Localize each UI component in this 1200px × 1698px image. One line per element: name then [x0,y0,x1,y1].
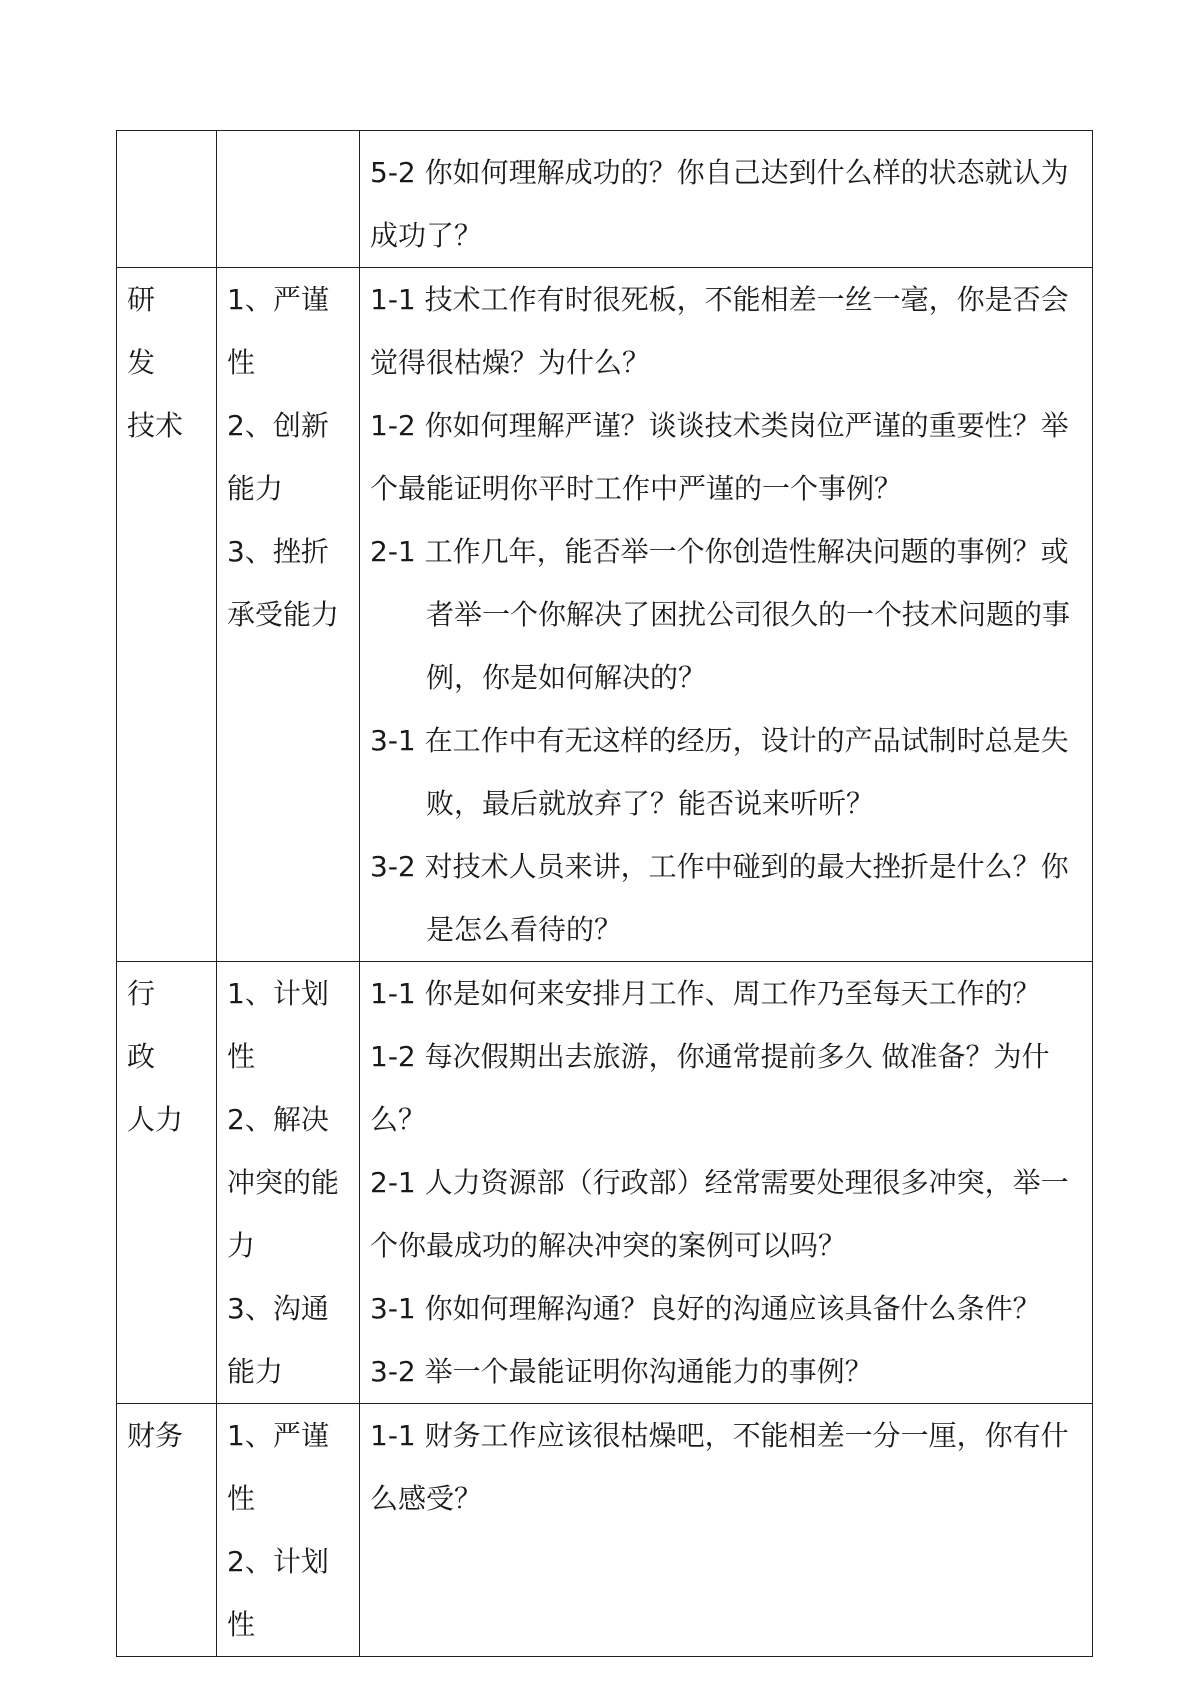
dept-cell [117,1404,217,1657]
dept-cell [117,268,217,962]
question-cell [360,268,1093,962]
dept-label-line: 研 发 [127,283,156,379]
interview-question-table [116,130,1093,1657]
trait-cell [217,268,360,962]
question-item: 2-1 工作几年，能否举一个你创造性解决问题的事例？或者举一个你解决了困扰公司很久的一个技术问题的事例，你是如何解决的？ [370,535,1071,694]
table-row [117,131,1093,268]
trait-item: 3、挫折承受能力 [227,535,340,631]
question-item: 3-1 在工作中有无这样的经历，设计的产品试制时总是失败，最后就放弃了？能否说来听听？ [370,724,1069,820]
question-cell [360,131,1093,268]
table-row [117,1404,1093,1657]
question-cell [360,1404,1093,1657]
question-item: 5-2 你如何理解成功的？你自己达到什么样的状态就认为成功了？ [370,156,1069,252]
dept-cell [117,962,217,1404]
trait-cell [217,962,360,1404]
question-item: 3-2 举一个最能证明你沟通能力的事例？ [370,1355,873,1388]
question-item: 1-2 每次假期出去旅游，你通常提前多久 做准备？为什么？ [370,1040,1050,1136]
table-row [117,268,1093,962]
question-item: 1-1 财务工作应该很枯燥吧，不能相差一分一厘，你有什么感受？ [370,1419,1069,1515]
question-item: 1-1 你是如何来安排月工作、周工作乃至每天工作的？ [370,977,1041,1010]
dept-label-line: 人力 [127,1103,184,1136]
trait-item: 1、严谨性 [227,283,329,379]
dept-label-line: 财务 [127,1419,184,1452]
question-item: 3-2 对技术人员来讲，工作中碰到的最大挫折是什么？你是怎么看待的？ [370,850,1069,946]
trait-cell [217,1404,360,1657]
table-row [117,962,1093,1404]
dept-cell [117,131,217,268]
question-item: 1-1 技术工作有时很死板，不能相差一丝一毫，你是否会觉得很枯燥？为什么？ [370,283,1069,379]
trait-cell [217,131,360,268]
trait-item: 3、沟通能力 [227,1292,329,1388]
trait-item: 1、严谨性 [227,1419,329,1515]
trait-item: 2、解决冲突的能力 [227,1103,340,1262]
question-item: 2-1 人力资源部（行政部）经常需要处理很多冲突，举一个你最成功的解决冲突的案例可以吗？ [370,1166,1069,1262]
question-item: 1-2 你如何理解严谨？谈谈技术类岗位严谨的重要性？举个最能证明你平时工作中严谨的一个事例？ [370,409,1069,505]
trait-item: 2、创新能力 [227,409,329,505]
dept-label-line: 技术 [127,409,184,442]
question-cell [360,962,1093,1404]
dept-label-line: 行 政 [127,977,156,1073]
question-item: 3-1 你如何理解沟通？良好的沟通应该具备什么条件？ [370,1292,1041,1325]
trait-item: 1、计划性 [227,977,329,1073]
trait-item: 2、计划性 [227,1545,329,1641]
